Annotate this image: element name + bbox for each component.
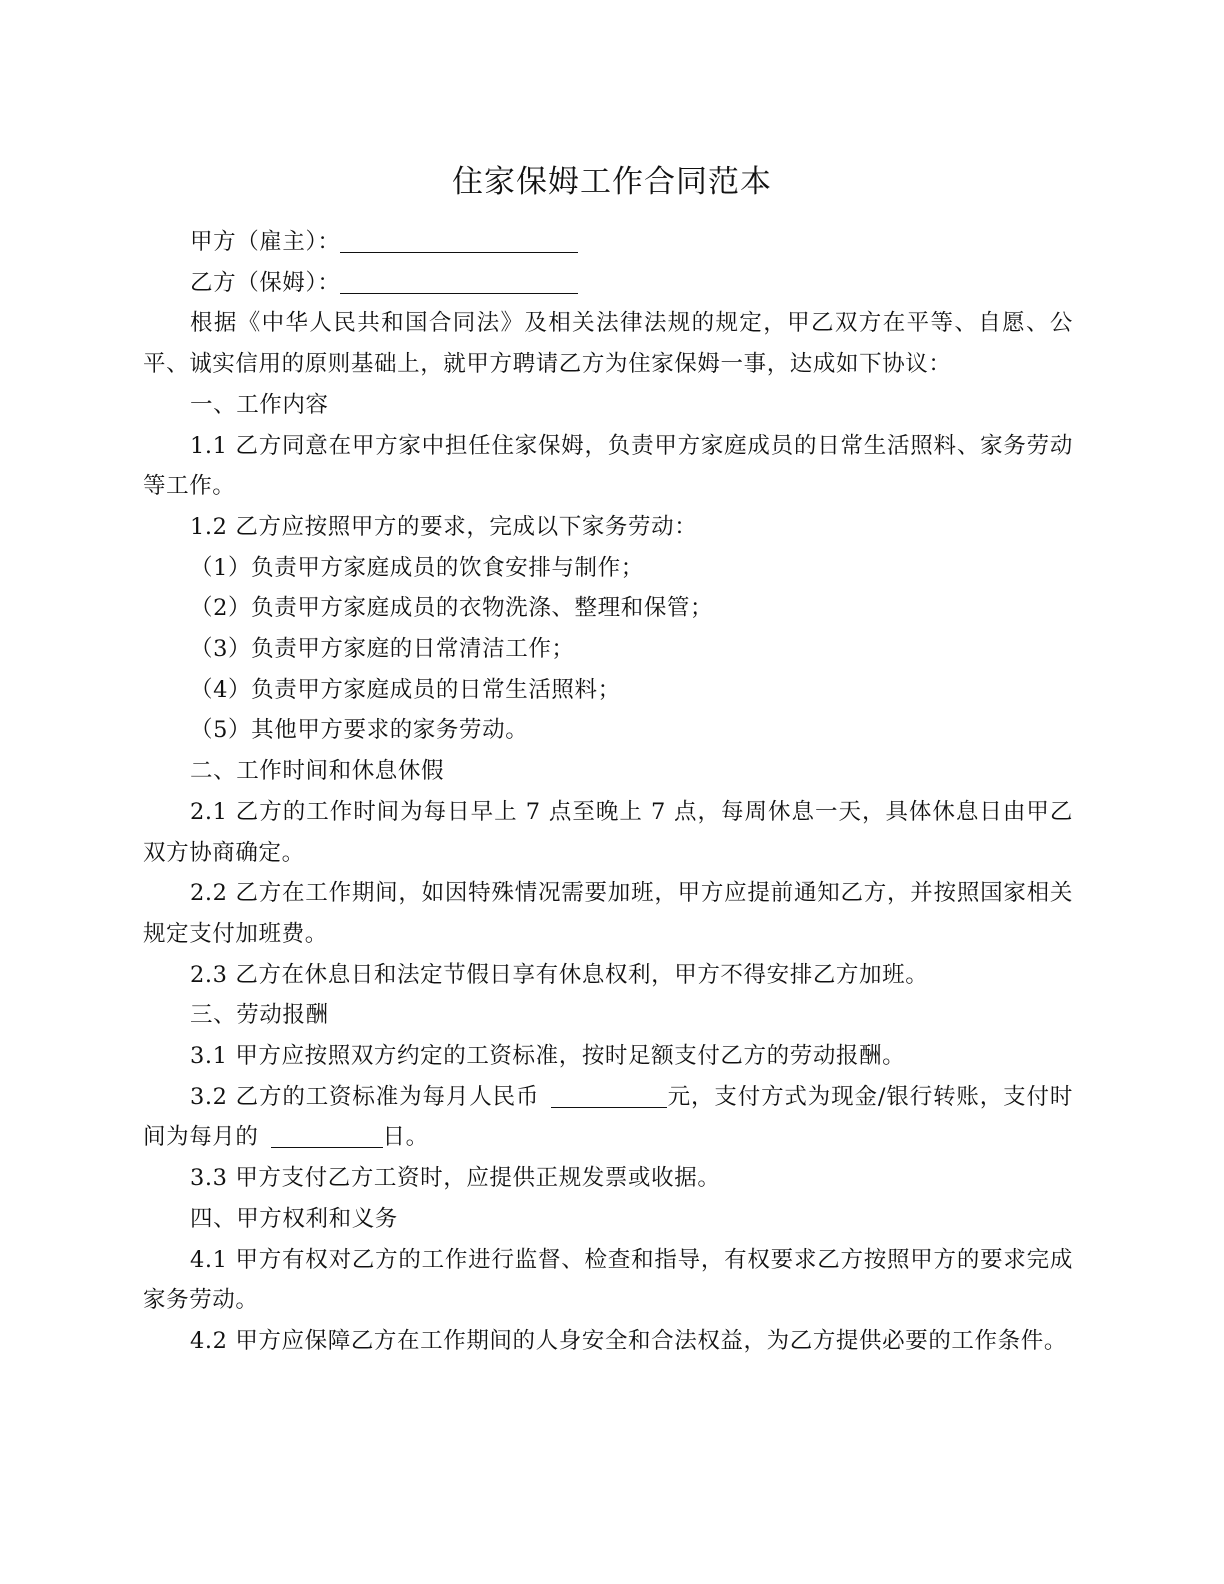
duty-item-1: （1）负责甲方家庭成员的饮食安排与制作； (190, 554, 644, 581)
clause-3-2 (143, 1077, 1073, 1158)
clause-2-3: 2.3 乙方在休息日和法定节假日享有休息权利，甲方不得安排乙方加班。 (190, 961, 929, 988)
duty-item-4: （4）负责甲方家庭成员的日常生活照料； (190, 676, 621, 703)
salary-amount-blank (551, 1085, 667, 1108)
duty-item-3: （3）负责甲方家庭的日常清洁工作； (190, 636, 575, 663)
document-body (143, 222, 1073, 1362)
party-b-blank (340, 271, 578, 294)
party-a-line (143, 222, 1073, 263)
clause-3-2-suffix: 日。 (382, 1124, 429, 1151)
clause-1-1: 1.1 乙方同意在甲方家中担任住家保姆，负责甲方家庭成员的日常生活照料、家务劳动等工作。 (143, 432, 1073, 500)
document-title: 住家保姆工作合同范本 (452, 164, 772, 200)
clause-4-1: 4.1 甲方有权对乙方的工作进行监督、检查和指导，有权要求乙方按照甲方的要求完成家务劳动。 (143, 1246, 1073, 1314)
duty-item-2: （2）负责甲方家庭成员的衣物洗涤、整理和保管； (190, 595, 714, 622)
party-b-line (143, 263, 1073, 304)
intro-paragraph: 根据《中华人民共和国合同法》及相关法律法规的规定，甲乙双方在平等、自愿、公平、诚实信用的原则基础上，就甲方聘请乙方为住家保姆一事，达成如下协议： (143, 310, 1073, 378)
party-b-label: 乙方（保姆）： (190, 269, 341, 296)
clause-2-1: 2.1 乙方的工作时间为每日早上 7 点至晚上 7 点，每周休息一天，具体休息日由甲乙双方协商确定。 (143, 798, 1073, 866)
clause-3-2-middle: 元，支付方式为现金/银行转账，支付时间为每月的 (143, 1083, 1073, 1151)
clause-3-2-prefix: 3.2 乙方的工资标准为每月人民币 (190, 1083, 540, 1110)
clause-3-1: 3.1 甲方应按照双方约定的工资标准，按时足额支付乙方的劳动报酬。 (190, 1043, 906, 1070)
clause-1-2: 1.2 乙方应按照甲方的要求，完成以下家务劳动： (190, 513, 698, 540)
pay-day-blank (271, 1125, 383, 1148)
duty-item-5: （5）其他甲方要求的家务劳动。 (190, 717, 529, 744)
clause-3-3: 3.3 甲方支付乙方工资时，应提供正规发票或收据。 (190, 1165, 721, 1192)
party-a-blank (340, 230, 578, 253)
party-a-label: 甲方（雇主）： (190, 229, 341, 255)
section-2-heading: 二、工作时间和休息休假 (190, 758, 445, 785)
section-3-heading: 三、劳动报酬 (190, 1002, 329, 1029)
clause-4-2: 4.2 甲方应保障乙方在工作期间的人身安全和合法权益，为乙方提供必要的工作条件。 (190, 1327, 1067, 1354)
clause-2-2: 2.2 乙方在工作期间，如因特殊情况需要加班，甲方应提前通知乙方，并按照国家相关规定支付加班费。 (143, 880, 1073, 947)
section-4-heading: 四、甲方权利和义务 (190, 1205, 398, 1232)
section-1-heading: 一、工作内容 (190, 391, 329, 418)
